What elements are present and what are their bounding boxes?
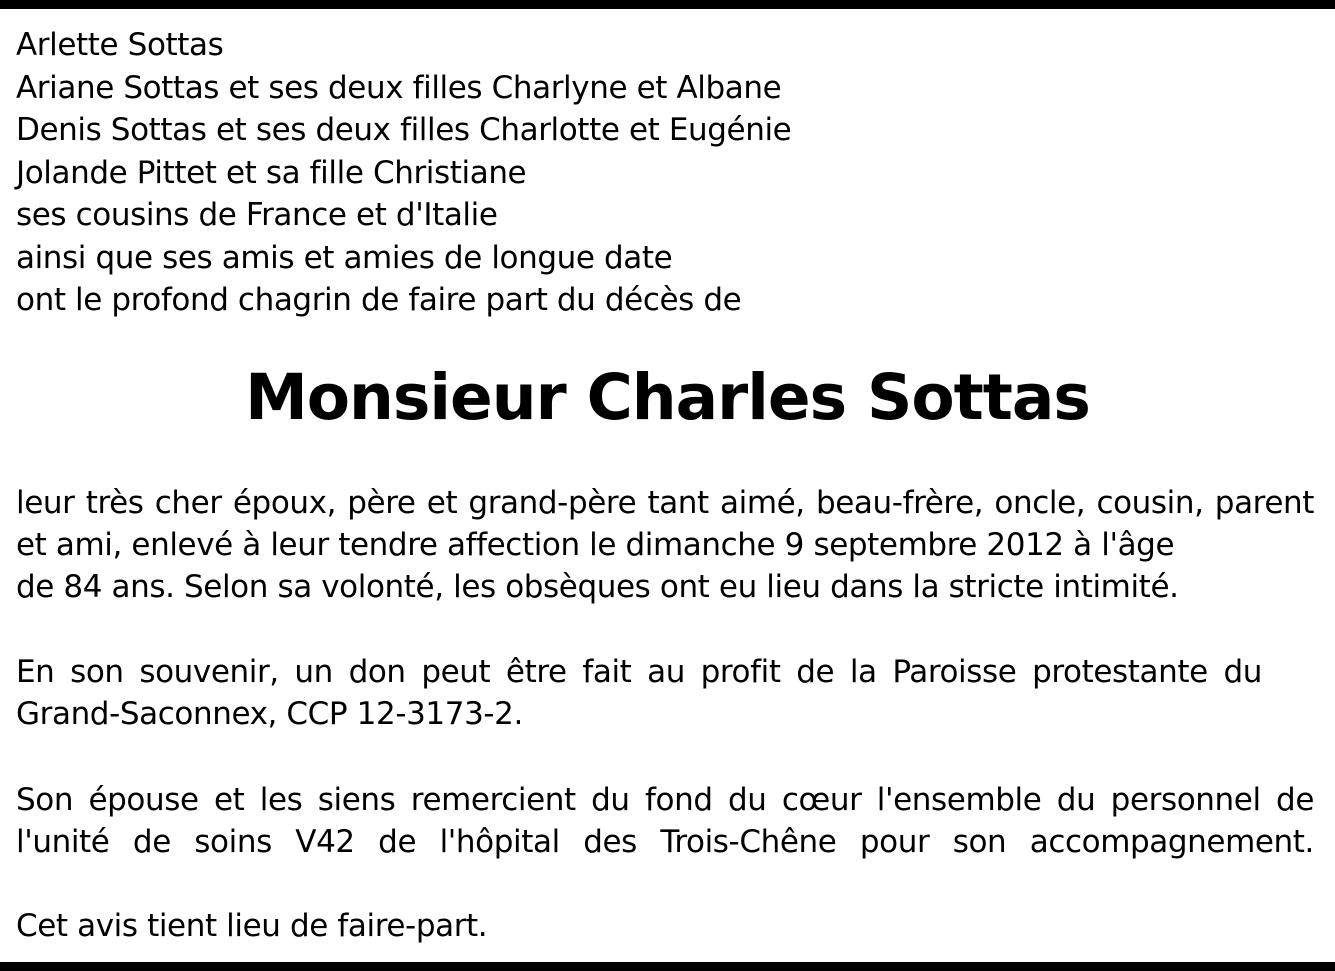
paragraph-line: Son épouse et les siens remercient du fond du cœur l'ensemble du personnel de (16, 782, 1314, 818)
family-line: Jolande Pittet et sa fille Christiane (16, 154, 527, 191)
top-border-rule (0, 0, 1335, 9)
donation-paragraph (16, 651, 1314, 735)
paragraph-line: l'unité de soins V42 de l'hôpital des Trois-Chêne pour son accompagnement. (16, 824, 1314, 860)
family-line: Arlette Sottas (16, 27, 224, 63)
paragraph-line: Grand-Saconnex, CCP 12-3173-2. (16, 696, 523, 732)
paragraph-line: et ami, enlevé à leur tendre affection le dimanche 9 septembre 2012 à l'âge (16, 527, 1175, 563)
family-line: ses cousins de France et d'Italie (16, 197, 498, 233)
closing-line: Cet avis tient lieu de faire-part. (16, 908, 488, 944)
obituary-paragraph (16, 482, 1314, 608)
paragraph-line: de 84 ans. Selon sa volonté, les obsèques ont eu lieu dans la stricte intimité. (16, 569, 1179, 605)
paragraph-line: En son souvenir, un don peut être fait au profit de la Paroisse protestante du (16, 654, 1262, 690)
bottom-border-rule (0, 962, 1335, 971)
family-line: Denis Sottas et ses deux filles Charlotte et Eugénie (16, 112, 792, 148)
family-line: ainsi que ses amis et amies de longue date (16, 239, 673, 276)
family-line: Ariane Sottas et ses deux filles Charlyne et Albane (16, 69, 782, 106)
deceased-name-heading: Monsieur Charles Sottas (245, 361, 1090, 434)
family-line: ont le profond chagrin de faire part du décès de (16, 282, 742, 318)
thanks-paragraph (16, 779, 1314, 863)
family-list (16, 24, 791, 322)
paragraph-line: leur très cher époux, père et grand-père tant aimé, beau-frère, oncle, cousin, parent (16, 485, 1314, 521)
